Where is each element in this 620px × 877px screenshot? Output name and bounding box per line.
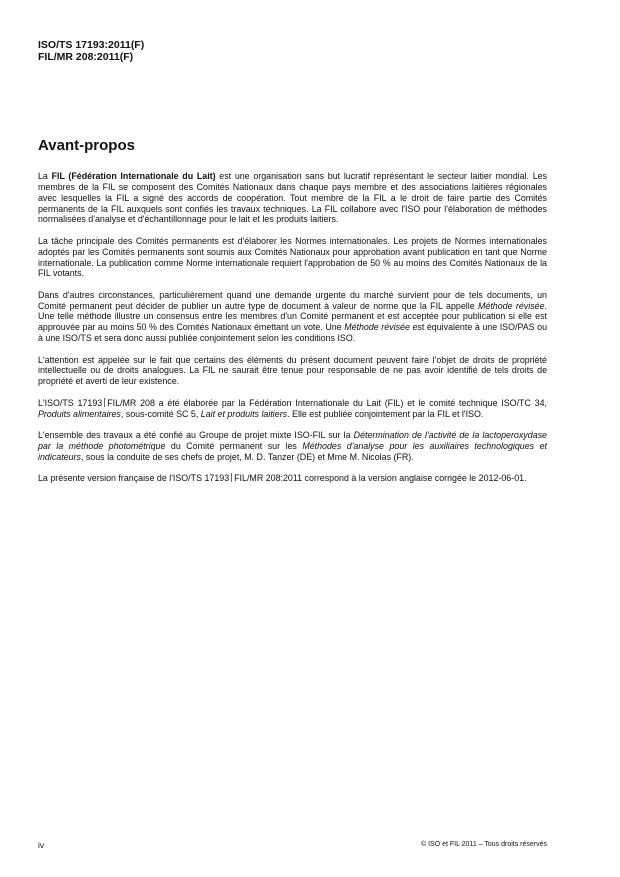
text: FIL/MR 208 a été élaborée par la Fédération Internationale du Lait (FIL) et le comité technique ISO/TC 34,: [107, 397, 548, 408]
text: . Elle est publiée conjointement par la FIL et l'ISO.: [287, 408, 484, 419]
paragraph-revised-method: [38, 290, 547, 344]
text: est équivalente à une ISO/PAS ou à une ISO/TS et sera donc aussi publiée conjointement selon les conditions ISO.: [38, 322, 548, 344]
text: , sous-comité SC 5,: [120, 408, 201, 419]
paragraph-preparation: [38, 398, 547, 420]
separator-bar: [104, 398, 105, 407]
text: du Comité permanent sur les: [165, 440, 303, 451]
text: L'ISO/TS 17193: [38, 397, 103, 408]
page-number: iv: [38, 840, 45, 850]
foreword-body: [38, 171, 547, 495]
paragraph-project-group: [38, 430, 547, 463]
header-iso-ref: ISO/TS 17193:2011(F): [38, 39, 145, 51]
italic-text: Méthodes d'analyse pour les auxiliaires technologiques et indicateurs: [38, 440, 547, 462]
paragraph-fil-intro: [38, 171, 547, 225]
section-title: Avant-propos: [38, 137, 135, 154]
document-header: [38, 40, 144, 63]
italic-text: Détermination de l'activité de la lactoperoxydase par la méthode photométrique: [38, 430, 547, 451]
header-fil-ref: FIL/MR 208:2011(F): [38, 50, 134, 63]
bold-text: FIL (Fédération Internationale du Lait): [51, 171, 216, 181]
copyright-notice: © ISO et FIL 2011 – Tous droits réservés: [420, 841, 547, 848]
paragraph-french-version: [38, 473, 547, 484]
text: . Une telle méthode illustre un consensus entre les membres d'un Comité permanent et est acceptée pour publication si elle est approuvée par au moins 50 % des Comités Nationaux émettant un vote. Une: [38, 300, 547, 333]
italic-text: Méthode révisée: [344, 322, 410, 333]
paragraph-standing-committees: La tâche principale des Comités permanents est d'élaborer les Normes internationales. Les projets de Normes internationales adoptés par les Comités permanents sont soumis aux Comités Nationaux pour approbation avant publication en tant que Norme internationale. La publication comme Norme internationale requiert l'approbation de 50 % au moins des Comités Nationaux de la FIL votants.: [38, 235, 547, 279]
text: La: [38, 171, 52, 181]
text: L'ensemble des travaux a été confié au Groupe de projet mixte ISO-FIL sur la: [38, 430, 354, 440]
text: La présente version française de l'ISO/TS 17193: [38, 473, 230, 484]
text: Dans d'autres circonstances, particulièrement quand une demande urgente du marché survient pour de tels documents, un Comité permanent peut décider de publier un autre type de document à valeur de norme que la FIL appelle: [38, 289, 547, 311]
italic-text: Produits alimentaires: [38, 408, 121, 419]
text: FIL/MR 208:2011 correspond à la version anglaise corrigée le 2012-06-01.: [234, 473, 527, 484]
paragraph-patent-rights: L'attention est appelée sur le fait que certains des éléments du présent document peuvent faire l'objet de droits de propriété intellectuelle ou de droits analogues. La FIL ne saurait être tenue pour responsable de ne pas avoir identifié de tels droits de propriété et averti de leur existence.: [38, 354, 547, 387]
text: est une organisation sans but lucratif représentant le secteur laitier mondial. Les membres de la FIL se composent des Comités Nationaux dans chaque pays membre et des associations laitières régionales avec lesquelles la FIL a signé des accords de coopération. Tout membre de la FIL a le droit de faire partie des Comités permanents de la FIL auxquels sont confiés les travaux techniques. La FIL collabore avec l'ISO pour l'élaboration de méthodes normalisées d'analyse et d'échantillonnage pour le lait et les produits laitiers.: [38, 171, 548, 225]
separator-bar: [231, 473, 232, 482]
italic-text: Lait et produits laitiers: [200, 408, 288, 419]
text: , sous la conduite de ses chefs de projet, M. D. Tanzer (DE) et Mme M. Nicolas (FR).: [80, 451, 414, 462]
italic-text: Méthode révisée: [478, 300, 545, 311]
